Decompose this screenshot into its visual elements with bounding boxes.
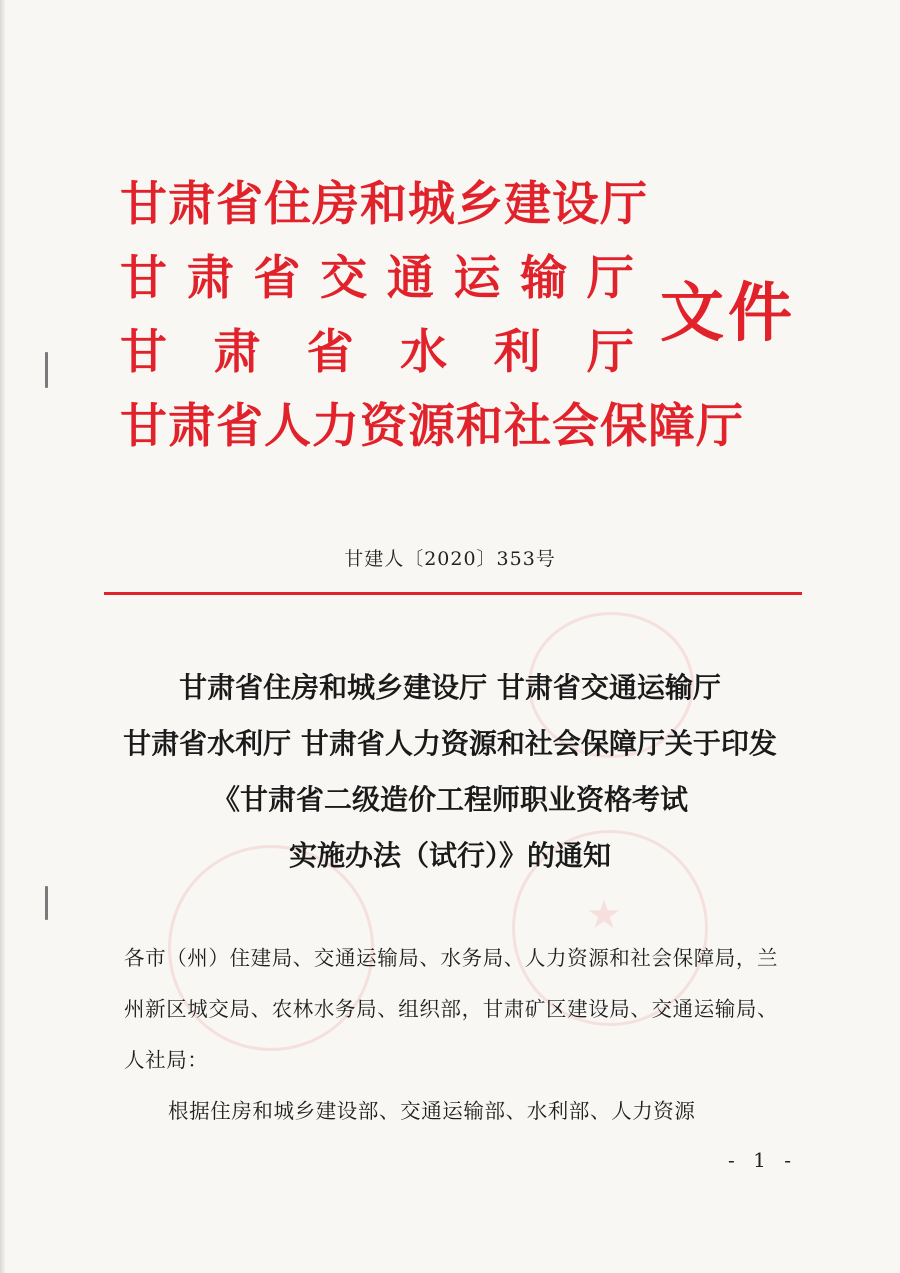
document-title bbox=[0, 660, 900, 884]
issuer-char: 运 bbox=[453, 251, 501, 306]
title-line: 甘肃省水利厅 甘肃省人力资源和社会保障厅关于印发 bbox=[123, 727, 777, 760]
document-number: 甘建人〔2020〕353号 bbox=[344, 548, 556, 570]
issuer-char: 交 bbox=[320, 251, 368, 306]
issuer-char: 厅 bbox=[586, 251, 634, 306]
issuer-char: 输 bbox=[520, 251, 568, 306]
seal-star: ★ bbox=[586, 892, 622, 938]
issuer-char: 省 bbox=[253, 251, 301, 306]
issuer-line bbox=[120, 242, 634, 316]
issuer-char: 利 bbox=[493, 325, 541, 380]
issuer-char: 厅 bbox=[586, 325, 634, 380]
issuer-name: 甘肃省住房和城乡建设厅 bbox=[120, 177, 648, 232]
issuer-char: 甘 bbox=[120, 325, 167, 380]
title-line: 实施办法（试行）》的通知 bbox=[288, 839, 611, 872]
binding-mark bbox=[45, 886, 48, 920]
document-word: 文件 bbox=[660, 276, 796, 351]
recipients: 各市（州）住建局、交通运输局、水务局、人力资源和社会保障局，兰州新区城交局、农林水务局、组织部，甘肃矿区建设局、交通运输局、人社局： bbox=[124, 946, 779, 1072]
issuer-char: 甘 bbox=[120, 251, 167, 306]
issuer-char: 省 bbox=[306, 325, 354, 380]
page-number: - 1 - bbox=[728, 1148, 797, 1172]
binding-mark bbox=[45, 352, 48, 388]
issuer-line bbox=[120, 168, 648, 242]
issuer-name: 甘肃省人力资源和社会保障厅 bbox=[120, 399, 744, 454]
title-line: 《甘肃省二级造价工程师职业资格考试 bbox=[211, 783, 688, 816]
issuer-line bbox=[120, 316, 634, 390]
issuer-char: 肃 bbox=[213, 325, 261, 380]
red-divider bbox=[104, 592, 802, 595]
title-line: 甘肃省住房和城乡建设厅 甘肃省交通运输厅 bbox=[179, 671, 721, 704]
issuer-char: 肃 bbox=[186, 251, 234, 306]
body-paragraph: 根据住房和城乡建设部、交通运输部、水利部、人力资源 bbox=[168, 1099, 696, 1123]
issuer-char: 通 bbox=[386, 251, 434, 306]
issuer-char: 水 bbox=[400, 325, 448, 380]
issuer-line bbox=[120, 390, 744, 464]
